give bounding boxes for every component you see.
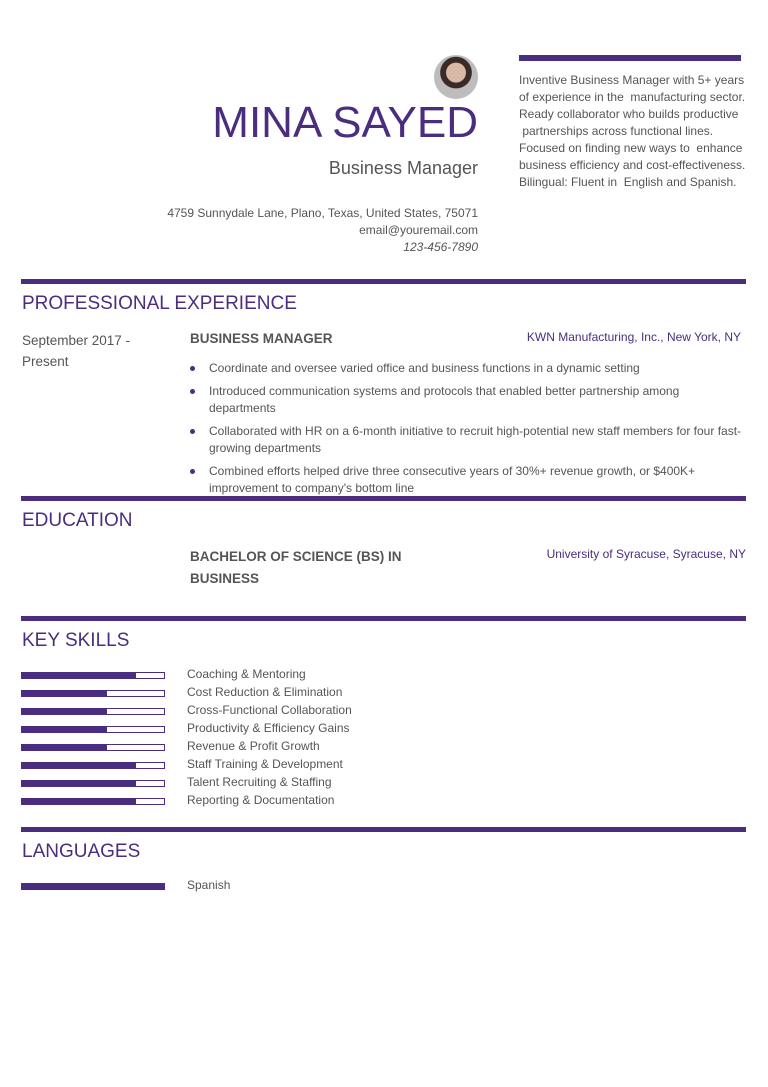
language-item (21, 878, 421, 896)
section-divider (21, 616, 746, 621)
address: 4759 Sunnydale Lane, Plano, Texas, United States, 75071 (167, 206, 478, 220)
skill-level-fill (22, 763, 136, 768)
skill-level-bar (21, 798, 165, 805)
summary (519, 72, 745, 191)
skill-item (21, 721, 421, 739)
experience-bullets (190, 360, 746, 503)
summary-line: Focused on finding new ways to enhance (519, 141, 743, 155)
summary-line: Ready collaborator who builds productive (519, 107, 739, 121)
skill-level-fill (22, 799, 136, 804)
skill-level-fill (22, 673, 136, 678)
summary-line: Bilingual: Fluent in English and Spanish. (519, 175, 737, 189)
candidate-name: MINA SAYED (212, 98, 478, 147)
section-divider (21, 827, 746, 832)
experience-bullet: Collaborated with HR on a 6-month initiative to recruit high-potential new staff members for four fast-growing departments (190, 423, 746, 457)
skill-label: Coaching & Mentoring (187, 667, 306, 681)
skill-level-fill (22, 709, 107, 714)
skill-level-bar (21, 708, 165, 715)
summary-line: Inventive Business Manager with 5+ years (519, 73, 745, 87)
phone: 123-456-7890 (403, 240, 478, 254)
skill-item (21, 793, 421, 811)
section-heading-experience: PROFESSIONAL EXPERIENCE (22, 293, 297, 314)
skill-level-fill (22, 781, 136, 786)
section-divider (21, 496, 746, 501)
skill-item (21, 775, 421, 793)
experience-bullet: Coordinate and oversee varied office and business functions in a dynamic setting (190, 360, 746, 377)
skill-item (21, 757, 421, 775)
experience-bullet: Introduced communication systems and protocols that enabled better partnership among departments (190, 383, 746, 417)
summary-line: business efficiency and cost-effectiveness. (519, 158, 746, 172)
skill-item (21, 685, 421, 703)
skill-level-fill (22, 745, 107, 750)
skill-level-bar (21, 762, 165, 769)
contact-info (167, 205, 478, 256)
skill-label: Reporting & Documentation (187, 793, 335, 807)
skill-label: Talent Recruiting & Staffing (187, 775, 332, 789)
section-heading-languages: LANGUAGES (22, 841, 141, 862)
skill-item (21, 667, 421, 685)
email: email@youremail.com (359, 223, 478, 237)
skill-level-bar (21, 672, 165, 679)
skill-label: Cross-Functional Collaboration (187, 703, 352, 717)
section-heading-education: EDUCATION (22, 510, 133, 531)
skill-level-fill (22, 884, 164, 889)
experience-bullet: Combined efforts helped drive three consecutive years of 30%+ revenue growth, or $400K+ improvement to company's bottom line (190, 463, 746, 497)
skill-level-fill (22, 691, 107, 696)
skill-label: Spanish (187, 878, 231, 892)
experience-company: KWN Manufacturing, Inc., New York, NY (526, 330, 741, 344)
skill-level-bar (21, 883, 165, 890)
section-divider (21, 279, 746, 284)
skill-level-fill (22, 727, 107, 732)
summary-line: of experience in the manufacturing sector. (519, 90, 746, 104)
experience-dates: September 2017 - Present (22, 333, 131, 369)
experience-role: BUSINESS MANAGER (190, 331, 333, 346)
education-degree: BACHELOR OF SCIENCE (BS) IN BUSINESS (190, 549, 402, 586)
skill-level-bar (21, 744, 165, 751)
job-title: Business Manager (328, 158, 478, 178)
profile-photo (434, 55, 478, 99)
skill-label: Staff Training & Development (187, 757, 343, 771)
skill-level-bar (21, 726, 165, 733)
summary-line: partnerships across functional lines. (519, 124, 714, 138)
skill-level-bar (21, 780, 165, 787)
skill-item (21, 739, 421, 757)
skill-label: Productivity & Efficiency Gains (187, 721, 350, 735)
skill-item (21, 703, 421, 721)
education-school: University of Syracuse, Syracuse, NY (546, 547, 746, 561)
skill-label: Revenue & Profit Growth (187, 739, 320, 753)
skill-label: Cost Reduction & Elimination (187, 685, 343, 699)
section-heading-skills: KEY SKILLS (22, 630, 130, 651)
skill-level-bar (21, 690, 165, 697)
summary-rule (519, 55, 741, 61)
